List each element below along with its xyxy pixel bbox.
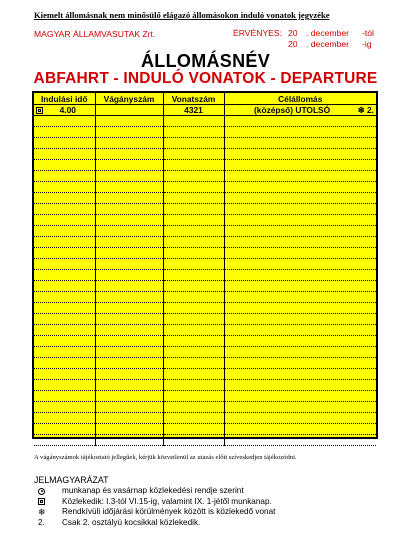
empty-cell [34,259,95,270]
table-row [34,369,376,380]
empty-cell [95,413,163,424]
empty-cell [163,413,224,424]
table-row [34,215,376,226]
empty-cell [224,336,376,347]
snowflake-icon: ❄ [38,506,46,517]
empty-cell [95,193,163,204]
validity-from [233,28,403,39]
empty-cell [163,325,224,336]
empty-cell [224,402,376,413]
empty-cell [95,325,163,336]
validity-to-year: 20 [288,39,298,49]
empty-cell [95,160,163,171]
row-flags: ❄ 2. [357,105,374,115]
empty-cell [95,347,163,358]
empty-cell [224,303,376,314]
empty-cell [34,215,95,226]
empty-cell [95,292,163,303]
empty-cell [95,127,163,138]
empty-cell [163,358,224,369]
empty-cell [95,171,163,182]
table-row [34,402,376,413]
empty-cell [163,116,224,127]
empty-cell [34,226,95,237]
station-name: ÁLLOMÁSNÉV [141,51,270,71]
empty-cell [163,226,224,237]
empty-cell [163,380,224,391]
cell-train: 4321 [163,105,224,116]
legend-item: Közlekedik: I.3-tól VI.15-ig, valamint IX. 1-jétől munkanap. [38,497,275,508]
empty-cell [34,380,95,391]
empty-cell [224,149,376,160]
table-row [34,391,376,402]
empty-cell [163,424,224,435]
empty-cell [95,314,163,325]
empty-cell [34,347,95,358]
table-row [34,347,376,358]
empty-cell [34,413,95,424]
empty-cell [224,347,376,358]
table-row [34,413,376,424]
empty-cell [95,336,163,347]
empty-cell [95,391,163,402]
empty-cell [34,138,95,149]
empty-cell [163,281,224,292]
table-row [34,314,376,325]
empty-cell [34,369,95,380]
empty-cell [95,237,163,248]
empty-cell [163,369,224,380]
empty-cell [34,160,95,171]
company-name: MAGYAR ÁLLAMVASUTAK Zrt. [34,29,156,39]
legend [38,486,275,528]
empty-cell [34,292,95,303]
empty-cell [163,270,224,281]
empty-cell [95,380,163,391]
empty-cell [224,270,376,281]
empty-cell [224,116,376,127]
table-row [34,435,376,446]
empty-cell [95,270,163,281]
table-row [34,248,376,259]
empty-cell [34,149,95,160]
empty-cell [163,171,224,182]
empty-cell [34,391,95,402]
table-row [34,281,376,292]
empty-cell [95,215,163,226]
table-row [34,237,376,248]
table-row [34,270,376,281]
departure-subtitle: ABFAHRT - INDULÓ VONATOK - DEPARTURE [33,70,378,87]
empty-cell [163,402,224,413]
empty-cell [95,281,163,292]
empty-cell [34,435,95,446]
empty-cell [163,259,224,270]
empty-cell [224,204,376,215]
empty-cell [95,303,163,314]
legend-item: ❄ Rendkívüli időjárási körülmények között is közlekedő vonat [38,506,276,517]
departure-table [34,93,376,446]
table-row [34,325,376,336]
empty-cell [224,138,376,149]
empty-cell [163,336,224,347]
empty-cell [95,402,163,413]
empty-cell [224,435,376,446]
validity-to-suffix: -ig [362,39,372,49]
empty-cell [163,303,224,314]
table-row [34,160,376,171]
empty-cell [224,193,376,204]
legend-title: JELMAGYARÁZAT [34,475,109,485]
table-row [34,358,376,369]
empty-cell [34,116,95,127]
column-header-destination: Célállomás [224,93,376,105]
empty-cell [163,248,224,259]
validity-from-month: . december [306,28,349,38]
empty-cell [95,149,163,160]
empty-cell [163,391,224,402]
empty-cell [34,303,95,314]
table-row [34,127,376,138]
legend-item: 2. Csak 2. osztályú kocsikkal közlekedik. [38,517,201,527]
empty-cell [34,281,95,292]
empty-cell [34,127,95,138]
table-row [34,259,376,270]
empty-cell [163,160,224,171]
empty-cell [224,391,376,402]
empty-cell [224,127,376,138]
column-header-time: Indulási idő [34,93,95,105]
validity-to-month: . december [306,39,349,49]
validity-from-year: 20 [288,28,298,38]
empty-cell [95,226,163,237]
empty-cell [163,292,224,303]
empty-cell [163,435,224,446]
empty-cell [163,149,224,160]
empty-cell [224,160,376,171]
validity-label: ÉRVÉNYES: [233,28,283,38]
legend-item: munkanap és vasárnap közlekedési rendje szerint [38,486,275,497]
empty-cell [224,314,376,325]
table-row [34,116,376,127]
empty-cell [224,380,376,391]
table-row [34,303,376,314]
empty-cell [34,204,95,215]
table-row [34,138,376,149]
empty-cell [34,336,95,347]
empty-cell [163,182,224,193]
track-info-note: A vágányszámok tájékoztató jellegűek, kérjük közvetlenül az utazás előtt szíveskedjen tájékozódni. [34,454,297,461]
empty-cell [95,435,163,446]
table-row [34,105,376,116]
empty-cell [34,193,95,204]
validity-from-suffix: -tól [362,28,374,38]
empty-cell [224,259,376,270]
empty-cell [224,248,376,259]
empty-cell [224,325,376,336]
empty-cell [34,358,95,369]
weekday-box-icon [36,107,43,114]
table-row [34,204,376,215]
table-header-row [34,93,376,105]
empty-cell [95,116,163,127]
document-title: Kiemelt állomásnak nem minősülő elágazó állomásokon induló vonatok jegyzéke [34,10,330,20]
empty-cell [34,270,95,281]
departure-table-frame [32,91,378,439]
empty-cell [224,281,376,292]
cell-track [95,105,163,116]
empty-cell [224,182,376,193]
empty-cell [34,424,95,435]
second-class-symbol: 2. [38,517,45,527]
empty-cell [224,369,376,380]
column-header-track: Vágányszám [95,93,163,105]
box-icon [38,498,45,505]
empty-cell [224,424,376,435]
empty-cell [34,171,95,182]
cell-destination: (középső) UTOLSÓ ❄ 2. [224,105,376,116]
validity-to [233,39,403,50]
empty-cell [224,171,376,182]
empty-cell [95,182,163,193]
column-header-train: Vonatszám [163,93,224,105]
empty-cell [163,127,224,138]
empty-cell [34,314,95,325]
empty-cell [224,237,376,248]
empty-cell [224,215,376,226]
empty-cell [95,369,163,380]
table-row [34,193,376,204]
empty-cell [34,402,95,413]
table-row [34,292,376,303]
empty-cell [163,204,224,215]
table-row [34,336,376,347]
table-row [34,226,376,237]
table-row [34,171,376,182]
empty-cell [95,259,163,270]
empty-cell [224,226,376,237]
circle-icon [38,488,45,495]
empty-cell [95,358,163,369]
empty-cell [34,182,95,193]
validity-block [233,28,403,50]
empty-cell [34,325,95,336]
empty-cell [95,204,163,215]
empty-cell [95,424,163,435]
table-row [34,424,376,435]
empty-cell [163,215,224,226]
empty-cell [163,314,224,325]
empty-cell [163,347,224,358]
empty-cell [224,292,376,303]
cell-time: 4.00 [34,105,95,116]
empty-cell [163,138,224,149]
empty-cell [163,237,224,248]
empty-cell [34,248,95,259]
table-row [34,182,376,193]
empty-cell [95,138,163,149]
empty-cell [224,358,376,369]
empty-cell [224,413,376,424]
empty-cell [34,237,95,248]
empty-cell [163,193,224,204]
empty-cell [95,248,163,259]
table-row [34,380,376,391]
table-row [34,149,376,160]
